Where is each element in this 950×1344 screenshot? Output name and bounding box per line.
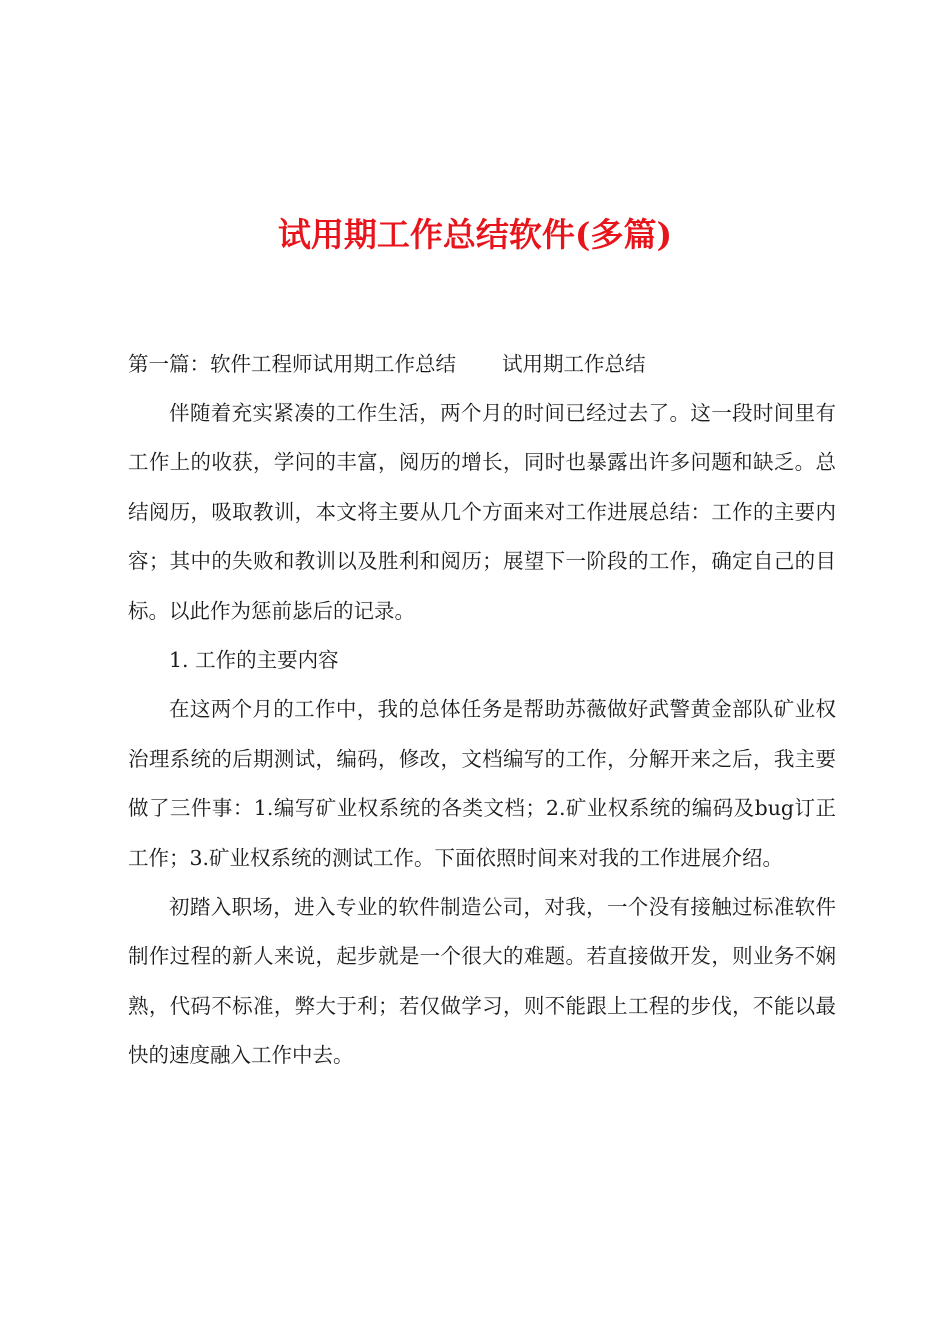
paragraph-list-heading: 1. 工作的主要内容 [169,648,339,673]
section-heading-line [128,340,836,389]
paragraph-work-content: 在这两个月的工作中，我的总体任务是帮助苏薇做好武警黄金部队矿业权治理系统的后期测试，编码，修改，文档编写的工作，分解开来之后，我主要做了三件事：1.编写矿业权系统的各类文档；2.矿业权系统的编码及bug订正工作；3.矿业权系统的测试工作。下面依照时间来对我的工作进展介绍。 [128,697,836,870]
document-title: 试用期工作总结软件(多篇) [277,215,673,254]
paragraph-intro: 伴随着充实紧凑的工作生活，两个月的时间已经过去了。这一段时间里有工作上的收获，学问的丰富，阅历的增长，同时也暴露出许多问题和缺乏。总结阅历，吸取教训，本文将主要从几个方面来对工作进展总结：工作的主要内容；其中的失败和教训以及胜利和阅历；展望下一阶段的工作，确定自己的目标。以此作为惩前毖后的记录。 [128,401,836,623]
section-subheading: 试用期工作总结 [502,352,646,376]
document-body [128,340,836,1081]
paragraph-onboarding: 初踏入职场，进入专业的软件制造公司，对我，一个没有接触过标准软件制作过程的新人来说，起步就是一个很大的难题。若直接做开发，则业务不娴熟，代码不标准，弊大于利；若仅做学习，则不能跟上工程的步伐，不能以最快的速度融入工作中去。 [128,895,836,1068]
section-heading: 第一篇：软件工程师试用期工作总结 [128,352,456,376]
